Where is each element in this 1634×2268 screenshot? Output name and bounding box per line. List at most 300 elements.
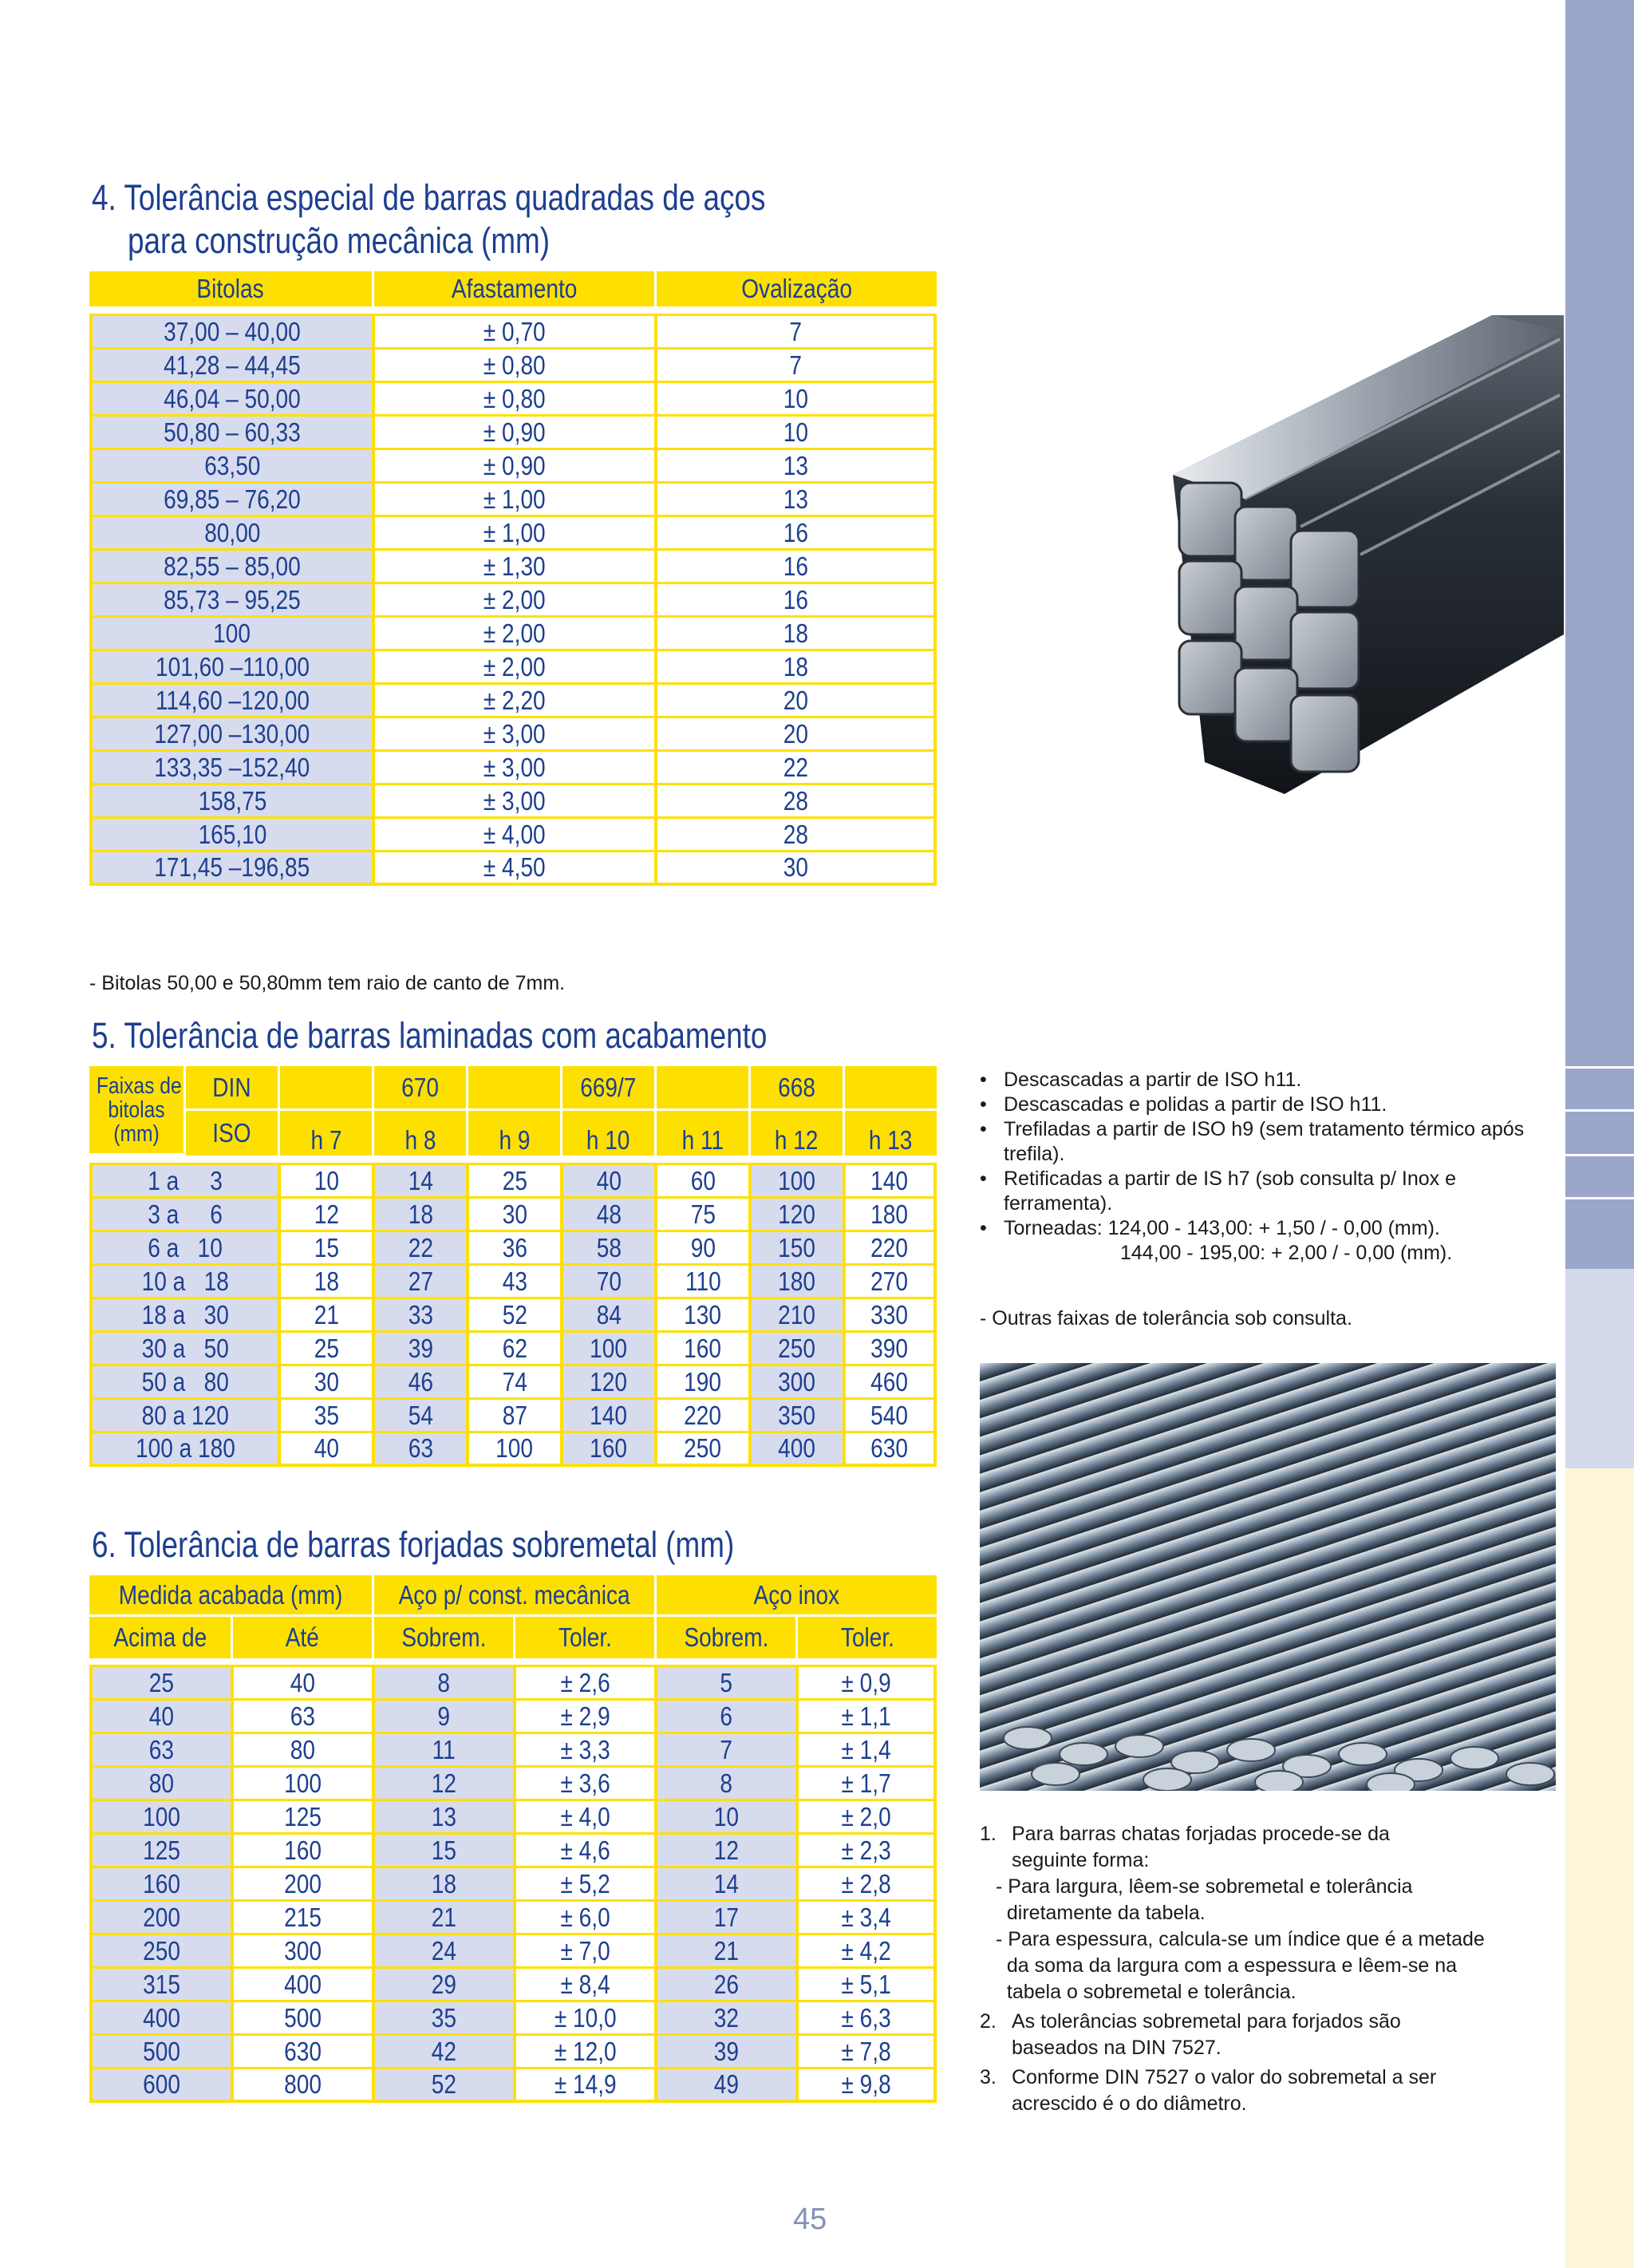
iso-value: h 9: [466, 1111, 560, 1156]
table-cell: 101,60 –110,00: [89, 649, 372, 682]
table-cell: 20: [654, 682, 937, 716]
table-cell: 12: [654, 1832, 795, 1866]
table-row: [89, 1196, 937, 1230]
table-cell: 84: [560, 1297, 654, 1330]
table-row: [89, 1698, 937, 1732]
table-cell: 215: [231, 1899, 372, 1933]
table-cell: 14: [372, 1163, 466, 1196]
table-cell: 15: [278, 1230, 372, 1263]
note-number: 1.: [980, 1823, 997, 1845]
note-item: [980, 2065, 1554, 2117]
table-cell: 30: [278, 1364, 372, 1397]
table-cell: ± 1,1: [795, 1698, 937, 1732]
bullet-item: • Torneadas: 124,00 - 143,00: + 1,50 / - 0,00 (mm).: [980, 1216, 1554, 1241]
table-cell: 400: [89, 2000, 231, 2033]
table-cell: 250: [89, 1933, 231, 1966]
table-cell: 21: [654, 1933, 795, 1966]
table-spacer: [89, 1156, 937, 1163]
table-cell: 300: [748, 1364, 843, 1397]
table-cell: 58: [560, 1230, 654, 1263]
table-cell: 220: [843, 1230, 937, 1263]
table-cell: 87: [466, 1397, 560, 1431]
din-value: [843, 1066, 937, 1111]
iso-value: h 10: [560, 1111, 654, 1156]
table-header-row: [89, 1066, 937, 1111]
bullet-item: • Descascadas e polidas a partir de ISO h11.: [980, 1093, 1554, 1117]
table-row: [89, 1966, 937, 2000]
note-line: - Para largura, lêem-se sobremetal e tolerância: [996, 1875, 1413, 1898]
table-cell: 7: [654, 1732, 795, 1765]
table-cell: 30: [466, 1196, 560, 1230]
table-row: [89, 347, 937, 381]
table-cell: 100: [466, 1431, 560, 1467]
table-cell: 200: [89, 1899, 231, 1933]
table-cell: ± 3,00: [372, 783, 654, 816]
table-cell: ± 4,0: [513, 1799, 654, 1832]
table-cell: 160: [89, 1866, 231, 1899]
table-cell: ± 8,4: [513, 1966, 654, 2000]
table-cell: 7: [654, 314, 937, 347]
note-line: Conforme DIN 7527 o valor do sobremetal a ser: [1012, 2066, 1437, 2088]
section4-title-line2: para construção mecânica (mm): [128, 220, 551, 261]
table-cell: 600: [89, 2067, 231, 2103]
table-cell: 3 a 6: [89, 1196, 278, 1230]
table-cell: 1 a 3: [89, 1163, 278, 1196]
table-cell: 74: [466, 1364, 560, 1397]
group-header: Medida acabada (mm): [89, 1575, 372, 1617]
table-cell: 18: [654, 649, 937, 682]
table-cell: 10 a 18: [89, 1263, 278, 1297]
din-label: DIN: [184, 1066, 278, 1111]
table-cell: 140: [843, 1163, 937, 1196]
din-value: [278, 1066, 372, 1111]
table-cell: 8: [372, 1665, 513, 1698]
table-cell: 28: [654, 783, 937, 816]
section4-note: - Bitolas 50,00 e 50,80mm tem raio de canto de 7mm.: [89, 972, 566, 994]
table-cell: ± 2,3: [795, 1832, 937, 1866]
table-cell: ± 3,6: [513, 1765, 654, 1799]
table-cell: ± 0,9: [795, 1665, 937, 1698]
table-row: [89, 1297, 937, 1330]
note-line: diretamente da tabela.: [996, 1902, 1206, 1924]
table-header-row: [89, 1111, 937, 1156]
note-number: 2.: [980, 2010, 997, 2033]
table-header-row: [89, 271, 937, 306]
table-row: [89, 2000, 937, 2033]
table-row: [89, 1732, 937, 1765]
table-cell: 100: [560, 1330, 654, 1364]
table-cell: 10: [654, 414, 937, 448]
table-cell: ± 4,2: [795, 1933, 937, 1966]
table-cell: 35: [372, 2000, 513, 2033]
table-cell: 52: [372, 2067, 513, 2103]
table-cell: 160: [654, 1330, 748, 1364]
table-cell: 80,00: [89, 515, 372, 548]
table-cell: 90: [654, 1230, 748, 1263]
table-cell: ± 1,00: [372, 481, 654, 515]
din-value: 670: [372, 1066, 466, 1111]
table-row: [89, 1163, 937, 1196]
table-cell: ± 2,0: [795, 1799, 937, 1832]
bullet-item: • Retificadas a partir de IS h7 (sob consulta p/ Inox e ferramenta).: [980, 1167, 1554, 1216]
table-cell: 10: [654, 381, 937, 414]
iso-value: h 11: [654, 1111, 748, 1156]
table-cell: 50 a 80: [89, 1364, 278, 1397]
table-cell: ± 0,80: [372, 381, 654, 414]
table-cell: ± 2,00: [372, 615, 654, 649]
table-cell: 25: [278, 1330, 372, 1364]
table-cell: 30: [654, 850, 937, 886]
table-row: [89, 1330, 937, 1364]
table-cell: 127,00 –130,00: [89, 716, 372, 749]
table-cell: 630: [843, 1431, 937, 1467]
table-cell: 49: [654, 2067, 795, 2103]
table-cell: ± 2,9: [513, 1698, 654, 1732]
table-cell: 100: [89, 615, 372, 649]
table-cell: 41,28 – 44,45: [89, 347, 372, 381]
table-cell: 120: [560, 1364, 654, 1397]
table-cell: 43: [466, 1263, 560, 1297]
table-cell: ± 4,50: [372, 850, 654, 886]
section5-title: 5. Tolerância de barras laminadas com acabamento: [92, 1015, 768, 1056]
table-cell: 25: [89, 1665, 231, 1698]
table-cell: 27: [372, 1263, 466, 1297]
table-row: [89, 1263, 937, 1297]
table-cell: 13: [654, 448, 937, 481]
table-cell: 7: [654, 347, 937, 381]
section6-title: 6. Tolerância de barras forjadas sobremetal (mm): [92, 1524, 735, 1565]
note-line: acrescido é o do diâmetro.: [1012, 2092, 1247, 2115]
table-cell: 500: [89, 2033, 231, 2067]
table-cell: 11: [372, 1732, 513, 1765]
table-cell: ± 12,0: [513, 2033, 654, 2067]
table-cell: ± 4,6: [513, 1832, 654, 1866]
table-cell: 140: [560, 1397, 654, 1431]
table-row: [89, 381, 937, 414]
table-cell: 40: [278, 1431, 372, 1467]
table-cell: ± 2,20: [372, 682, 654, 716]
table-cell: 190: [654, 1364, 748, 1397]
table-cell: 500: [231, 2000, 372, 2033]
square-bars-photo: [1157, 315, 1564, 802]
table-row: [89, 1765, 937, 1799]
table-cell: 40: [560, 1163, 654, 1196]
table-cell: 52: [466, 1297, 560, 1330]
table-cell: 390: [843, 1330, 937, 1364]
table-cell: 13: [372, 1799, 513, 1832]
table-cell: ± 3,3: [513, 1732, 654, 1765]
table-row: [89, 850, 937, 886]
table-cell: 50,80 – 60,33: [89, 414, 372, 448]
table-cell: 110: [654, 1263, 748, 1297]
table-cell: 100: [89, 1799, 231, 1832]
table-row: [89, 448, 937, 481]
table-cell: 220: [654, 1397, 748, 1431]
note-item: [980, 2009, 1554, 2061]
note-line: da soma da largura com a espessura e lêem-se na: [996, 1954, 1458, 1977]
note-item: [980, 1874, 1554, 1926]
din-value: [654, 1066, 748, 1111]
table-cell: ± 2,00: [372, 582, 654, 615]
table-cell: 70: [560, 1263, 654, 1297]
table-cell: 16: [654, 582, 937, 615]
table-cell: 171,45 –196,85: [89, 850, 372, 886]
table-cell: ± 14,9: [513, 2067, 654, 2103]
table-cell: 22: [654, 749, 937, 783]
section4-table: [89, 271, 937, 886]
table-cell: ± 2,00: [372, 649, 654, 682]
bullet-item: • Descascadas a partir de ISO h11.: [980, 1068, 1554, 1093]
table-row: [89, 1665, 937, 1698]
table-cell: 33: [372, 1297, 466, 1330]
table-cell: ± 0,70: [372, 314, 654, 347]
group-header: Aço p/ const. mecânica: [372, 1575, 654, 1617]
table-cell: 18: [372, 1866, 513, 1899]
table-cell: 82,55 – 85,00: [89, 548, 372, 582]
table-cell: ± 0,80: [372, 347, 654, 381]
note-line: seguinte forma:: [1012, 1849, 1150, 1871]
table-cell: 10: [278, 1163, 372, 1196]
column-header: Sobrem.: [372, 1617, 513, 1658]
table-cell: ± 10,0: [513, 2000, 654, 2033]
table-cell: 5: [654, 1665, 795, 1698]
table-cell: 114,60 –120,00: [89, 682, 372, 716]
table-row: [89, 314, 937, 347]
table-cell: 22: [372, 1230, 466, 1263]
din-value: 668: [748, 1066, 843, 1111]
table-cell: 18: [654, 615, 937, 649]
group-header: Aço inox: [654, 1575, 937, 1617]
table-cell: 100 a 180: [89, 1431, 278, 1467]
table-cell: 300: [231, 1933, 372, 1966]
table-cell: 18: [372, 1196, 466, 1230]
table-cell: ± 2,8: [795, 1866, 937, 1899]
faixas-header: [89, 1066, 184, 1156]
faixas-label-line: (mm): [113, 1120, 160, 1147]
table-cell: 80: [231, 1732, 372, 1765]
table-cell: ± 6,3: [795, 2000, 937, 2033]
table-cell: ± 1,30: [372, 548, 654, 582]
table-spacer: [89, 306, 937, 314]
table-cell: 400: [231, 1966, 372, 2000]
note-line: baseados na DIN 7527.: [1012, 2037, 1222, 2059]
table-cell: 400: [748, 1431, 843, 1467]
table-cell: ± 5,2: [513, 1866, 654, 1899]
iso-value: h 8: [372, 1111, 466, 1156]
table-row: [89, 1431, 937, 1467]
table-row: [89, 716, 937, 749]
table-cell: 13: [654, 481, 937, 515]
table-row: [89, 1933, 937, 1966]
note-line: - Para espessura, calcula-se um índice que é a metade: [996, 1928, 1485, 1950]
table-cell: 80: [89, 1765, 231, 1799]
table-cell: 42: [372, 2033, 513, 2067]
table-cell: 46: [372, 1364, 466, 1397]
note-line: As tolerâncias sobremetal para forjados são: [1012, 2010, 1401, 2033]
table-cell: 200: [231, 1866, 372, 1899]
table-row: [89, 1866, 937, 1899]
column-header: Acima de: [89, 1617, 231, 1658]
table-row: [89, 481, 937, 515]
din-value: 669/7: [560, 1066, 654, 1111]
table-row: [89, 682, 937, 716]
table-cell: 315: [89, 1966, 231, 2000]
table-cell: 180: [748, 1263, 843, 1297]
table-cell: 75: [654, 1196, 748, 1230]
table-cell: 63: [372, 1431, 466, 1467]
table-cell: 12: [372, 1765, 513, 1799]
table-cell: 630: [231, 2033, 372, 2067]
note-line: Para barras chatas forjadas procede-se da: [1012, 1823, 1390, 1845]
table-cell: ± 7,0: [513, 1933, 654, 1966]
table-cell: ± 3,00: [372, 716, 654, 749]
table-cell: 48: [560, 1196, 654, 1230]
table-cell: ± 5,1: [795, 1966, 937, 2000]
note-item: [980, 1926, 1554, 2005]
table-cell: 37,00 – 40,00: [89, 314, 372, 347]
table-cell: 54: [372, 1397, 466, 1431]
table-row: [89, 414, 937, 448]
table-cell: 63: [231, 1698, 372, 1732]
table-cell: ± 0,90: [372, 414, 654, 448]
column-header: Toler.: [795, 1617, 937, 1658]
table-cell: 100: [748, 1163, 843, 1196]
table-cell: ± 0,90: [372, 448, 654, 481]
din-value: [466, 1066, 560, 1111]
table-cell: 15: [372, 1832, 513, 1866]
section5-table: [89, 1066, 937, 1467]
table-cell: 63,50: [89, 448, 372, 481]
table-cell: ± 7,8: [795, 2033, 937, 2067]
table-cell: 180: [843, 1196, 937, 1230]
table-cell: ± 1,00: [372, 515, 654, 548]
torneadas-line2: 144,00 - 195,00: + 2,00 / - 0,00 (mm).: [1120, 1242, 1453, 1264]
table-row: [89, 816, 937, 850]
note-line: tabela o sobremetal e tolerância.: [996, 1981, 1297, 2003]
table-cell: 9: [372, 1698, 513, 1732]
column-header: Até: [231, 1617, 372, 1658]
table-cell: 125: [89, 1832, 231, 1866]
table-cell: 63: [89, 1732, 231, 1765]
table-cell: 36: [466, 1230, 560, 1263]
table-cell: 330: [843, 1297, 937, 1330]
section4-title-line1: 4. Tolerância especial de barras quadradas de aços: [92, 177, 766, 218]
table-cell: 8: [654, 1765, 795, 1799]
table-cell: ± 6,0: [513, 1899, 654, 1933]
table-cell: 18 a 30: [89, 1297, 278, 1330]
table-cell: 125: [231, 1799, 372, 1832]
table-row: [89, 649, 937, 682]
table-cell: ± 1,4: [795, 1732, 937, 1765]
table-row: [89, 783, 937, 816]
table-row: [89, 1364, 937, 1397]
column-header: Bitolas: [89, 271, 372, 306]
table-cell: ± 2,6: [513, 1665, 654, 1698]
table-cell: 25: [466, 1163, 560, 1196]
table-cell: ± 4,00: [372, 816, 654, 850]
table-row: [89, 515, 937, 548]
table-row: [89, 1899, 937, 1933]
table-row: [89, 615, 937, 649]
column-header: Ovalização: [654, 271, 937, 306]
table-cell: 800: [231, 2067, 372, 2103]
section5-bullets: [980, 1068, 1554, 1266]
column-header: Sobrem.: [654, 1617, 795, 1658]
table-cell: 28: [654, 816, 937, 850]
table-cell: 62: [466, 1330, 560, 1364]
section6-notes: [980, 1821, 1554, 2117]
faixas-label-line: bitolas: [108, 1096, 165, 1123]
iso-label: ISO: [184, 1111, 278, 1156]
table-row: [89, 2033, 937, 2067]
table-row: [89, 749, 937, 783]
note-item: [980, 1821, 1554, 1874]
table-cell: 18: [278, 1263, 372, 1297]
round-bars-photo: [980, 1363, 1556, 1791]
table-cell: 460: [843, 1364, 937, 1397]
iso-value: h 7: [278, 1111, 372, 1156]
table-cell: 17: [654, 1899, 795, 1933]
table-cell: 100: [231, 1765, 372, 1799]
table-cell: 16: [654, 548, 937, 582]
table-cell: 24: [372, 1933, 513, 1966]
iso-value: h 13: [843, 1111, 937, 1156]
table-row: [89, 1397, 937, 1431]
table-cell: 26: [654, 1966, 795, 2000]
table-cell: 210: [748, 1297, 843, 1330]
table-cell: 6 a 10: [89, 1230, 278, 1263]
table-cell: 21: [372, 1899, 513, 1933]
table-row: [89, 582, 937, 615]
table-cell: 14: [654, 1866, 795, 1899]
table-cell: 10: [654, 1799, 795, 1832]
table-spacer: [89, 1658, 937, 1665]
section5-note: - Outras faixas de tolerância sob consulta.: [980, 1307, 1352, 1330]
table-cell: 160: [560, 1431, 654, 1467]
table-cell: 250: [654, 1431, 748, 1467]
table-cell: ± 9,8: [795, 2067, 937, 2103]
table-cell: 30 a 50: [89, 1330, 278, 1364]
column-header: Toler.: [513, 1617, 654, 1658]
table-row: [89, 1832, 937, 1866]
table-cell: 540: [843, 1397, 937, 1431]
table-cell: 158,75: [89, 783, 372, 816]
spacer: [89, 1658, 937, 1665]
table-cell: 69,85 – 76,20: [89, 481, 372, 515]
spacer: [89, 1156, 937, 1163]
column-header: Afastamento: [372, 271, 654, 306]
table-cell: 85,73 – 95,25: [89, 582, 372, 615]
faixas-label-line: Faixas de: [96, 1073, 182, 1099]
table-cell: ± 3,4: [795, 1899, 937, 1933]
table-cell: 12: [278, 1196, 372, 1230]
table-cell: 40: [231, 1665, 372, 1698]
table-cell: ± 1,7: [795, 1765, 937, 1799]
note-number: 3.: [980, 2066, 997, 2088]
bullet-item: • Trefiladas a partir de ISO h9 (sem tratamento térmico após trefila).: [980, 1117, 1554, 1167]
table-row: [89, 1799, 937, 1832]
section6-table: [89, 1575, 937, 2103]
spacer: [89, 306, 937, 314]
table-header-row: [89, 1617, 937, 1658]
table-cell: 250: [748, 1330, 843, 1364]
iso-value: h 12: [748, 1111, 843, 1156]
table-cell: 16: [654, 515, 937, 548]
table-cell: 40: [89, 1698, 231, 1732]
table-cell: 35: [278, 1397, 372, 1431]
table-row: [89, 1230, 937, 1263]
page-number: 45: [793, 2203, 827, 2236]
